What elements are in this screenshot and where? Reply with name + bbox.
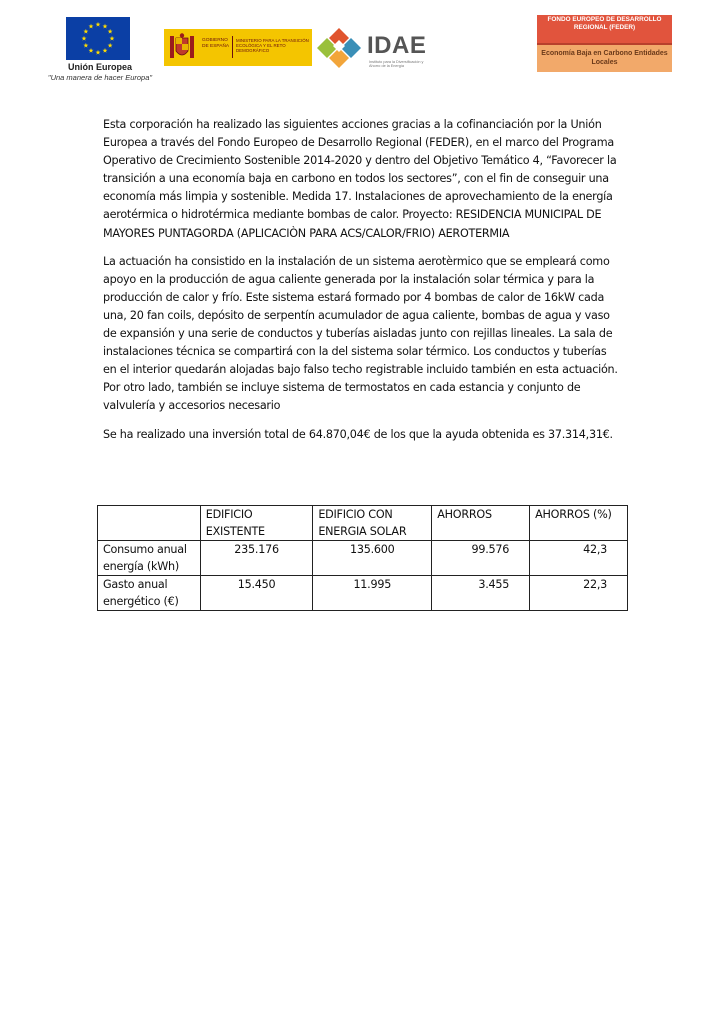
table-cell: 135.600 (313, 541, 432, 576)
idae-mark-icon (315, 26, 363, 70)
coat-of-arms-icon (169, 33, 195, 62)
government-logo (164, 29, 312, 66)
eu-star-icon (96, 50, 101, 55)
paragraph-investment: Se ha realizado una inversión total de 64.870,04€ de los que la ayuda obtenida es 37.314,31€. (103, 427, 613, 441)
table-cell: 42,3 (530, 541, 628, 576)
savings-table (97, 505, 628, 611)
paragraph-description: La actuación ha consistido en la instalación de un sistema aerotèrmico que se empleará como apoyo en la producción de agua caliente generada por la instalación solar térmica y para la producción de calor y frío. Este sistema estará formado por 4 bombas de calor de 16kW cada una, 20 fan coils, depósito de serpentín acumulador de agua caliente, bombas de agua y vaso de expansión y una serie de conductos y tuberías aisladas junto con rejillas lineales. La sala de instalaciones técnica se compartirá con la del sistema solar térmico. Los conductos y tuberías en el interior quedarán alojadas bajo falso techo registrable incluido también en esta actuación. Por otro lado, también se incluye sistema de termostatos en cada estancia y conjunto de valvulería y accesorios necesario (103, 254, 618, 413)
row-label: Gasto anual energético (€) (98, 576, 201, 611)
eu-logo (46, 17, 154, 81)
table-header-cell: EDIFICIO CON ENERGIA SOLAR (313, 506, 432, 541)
feder-badge (537, 15, 672, 72)
eu-star-icon (108, 29, 113, 34)
table-cell: 235.176 (200, 541, 313, 576)
table-cell: 22,3 (530, 576, 628, 611)
row-label: Consumo anual energía (kWh) (98, 541, 201, 576)
eu-star-icon (103, 48, 108, 53)
table-header-cell: AHORROS (432, 506, 530, 541)
idae-logo (315, 26, 430, 70)
eu-flag-icon (66, 17, 130, 60)
feder-title: FONDO EUROPEO DE DESARROLLO REGIONAL (FEDER) (537, 15, 672, 43)
document-body (103, 116, 623, 454)
eu-motto: "Una manera de hacer Europa" (47, 73, 153, 82)
table-header-cell (98, 506, 201, 541)
gov-ministry-long: MINISTERIO PARA LA TRANSICIÓN ECOLÓGICA Y EL RETO DEMOGRÁFICO (236, 38, 309, 54)
feder-subtitle: Economía Baja en Carbono Entidades Locales (537, 45, 672, 72)
eu-star-icon (110, 36, 115, 41)
table-header-cell: AHORROS (%) (530, 506, 628, 541)
table-row (98, 576, 628, 611)
table-cell: 11.995 (313, 576, 432, 611)
eu-star-icon (83, 29, 88, 34)
table-cell: 99.576 (432, 541, 530, 576)
eu-star-icon (89, 48, 94, 53)
idae-subtitle: Instituto para la Diversificación y Ahorro de la Energía (369, 60, 424, 69)
eu-name: Unión Europea (67, 62, 132, 72)
eu-star-icon (82, 36, 87, 41)
table-row (98, 541, 628, 576)
eu-star-icon (83, 43, 88, 48)
gov-ministry-short: GOBIERNO DE ESPAÑA (202, 38, 230, 49)
table-cell: 3.455 (432, 576, 530, 611)
table-cell: 15.450 (200, 576, 313, 611)
table-header-cell: EDIFICIO EXISTENTE (200, 506, 313, 541)
eu-star-icon (89, 24, 94, 29)
paragraph-cofinancing: Esta corporación ha realizado las siguientes acciones gracias a la cofinanciación por la Unión Europea a través del Fondo Europeo de Desarrollo Regional (FEDER), en el marco del Programa Operativo de Crecimiento Sostenible 2014-2020 y dentro del Objetivo Temático 4, “Favorecer la transición a una economía baja en carbono en todos los sectores”, con el fin de conseguir una economía más limpia y sostenible. Medida 17. Instalaciones de aprovechamiento de la energía aerotérmica o hidrotérmica mediante bombas de calor. Proyecto: RESIDENCIA MUNICIPAL DE MAYORES PUNTAGORDA (APLICACIÒN PARA ACS/CALOR/FRIO) AEROTERMIA (103, 118, 617, 240)
table-header-row (98, 506, 628, 541)
gov-divider (232, 36, 233, 58)
eu-star-icon (103, 24, 108, 29)
idae-name: IDAE (367, 32, 427, 59)
eu-star-icon (96, 22, 101, 27)
eu-star-icon (108, 43, 113, 48)
